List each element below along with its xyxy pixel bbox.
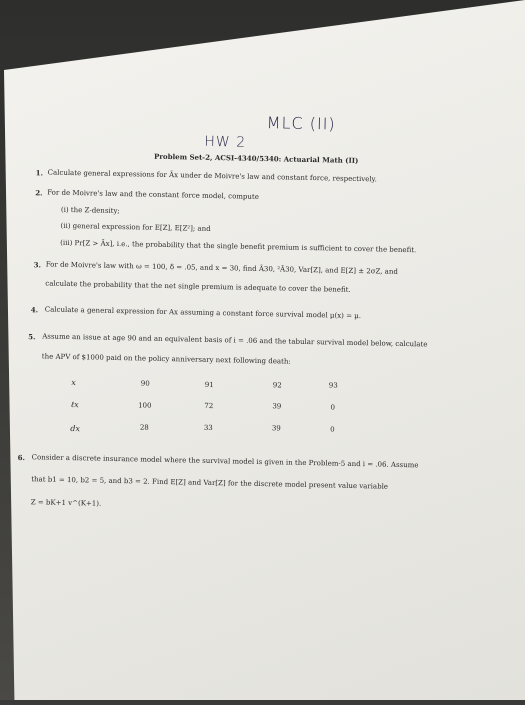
table-dx-2: 33 [203, 423, 213, 433]
problem-3-number: 3. [33, 260, 42, 270]
table-x-4: 93 [328, 381, 338, 390]
problem-3-line-1: For de Moivre's law with ω = 100, δ = .05, and x = 30, find Ā30, ²Ā30, Var[Z], and E[Z] ± 2σZ, and [45, 260, 398, 276]
problem-5-line-2: the APV of $1000 paid on the policy anniversary next following death: [41, 352, 291, 366]
problem-2-number: 2. [35, 188, 43, 198]
problem-6-line-3: Z = bK+1 v^(K+1). [30, 498, 102, 508]
problem-2-line-2: (i) the Z-density; [60, 205, 120, 216]
table-lx-4: 0 [330, 403, 336, 412]
table-dx-4: 0 [330, 425, 335, 434]
problem-6-line-1: Consider a discrete insurance model where the survival model is given in the Problem-5 and i = .06. Assume [31, 453, 419, 470]
table-row-label-x: x [71, 378, 76, 388]
table-row-label-lx: ℓx [70, 400, 79, 410]
handwritten-course: MLC (II) [266, 113, 336, 134]
problem-6-line-2: that b1 = 10, b2 = 5, and b3 = 2. Find E[Z] and Var[Z] for the discrete model present value variable [31, 475, 389, 491]
problem-2-line-4: (iii) Pr[Z > Āx], i.e., the probability that the single benefit premium is sufficient to cover the benefit. [60, 238, 417, 255]
problem-2-line-3: (ii) general expression for E[Z], E[Z²]; and [60, 221, 211, 233]
table-lx-3: 39 [272, 402, 282, 411]
handwritten-hw: HW 2 [204, 133, 247, 151]
problem-1-line-1: Calculate general expressions for Āx under de Moivre's law and constant force, respectively. [47, 168, 377, 184]
document-title: Problem Set-2, ACSI-4340/5340: Actuarial Math (II) [153, 151, 359, 166]
table-x-1: 90 [140, 379, 150, 388]
problem-6-number: 6. [17, 452, 26, 463]
table-dx-1: 28 [139, 423, 149, 432]
problem-2-line-1: For de Moivre's law and the constant force model, compute [47, 188, 260, 201]
table-lx-1: 100 [138, 401, 152, 410]
problem-5-number: 5. [28, 332, 36, 342]
problem-3-line-2: calculate the probability that the net single premium is adequate to cover the benefit. [45, 279, 351, 294]
table-x-2: 91 [204, 380, 214, 390]
problem-4-number: 4. [30, 305, 39, 315]
table-x-3: 92 [272, 381, 282, 390]
problem-4-line-1: Calculate a general expression for Ax assuming a constant force survival model μ(x) = μ. [44, 305, 362, 321]
problem-1-number: 1. [35, 168, 44, 178]
table-lx-2: 72 [204, 401, 214, 411]
table-dx-3: 39 [271, 424, 281, 433]
table-row-label-dx: dx [70, 424, 81, 434]
problem-5-line-1: Assume an issue at age 90 and an equivalent basis of i = .06 and the tabular survival model below, calculate [42, 332, 428, 349]
